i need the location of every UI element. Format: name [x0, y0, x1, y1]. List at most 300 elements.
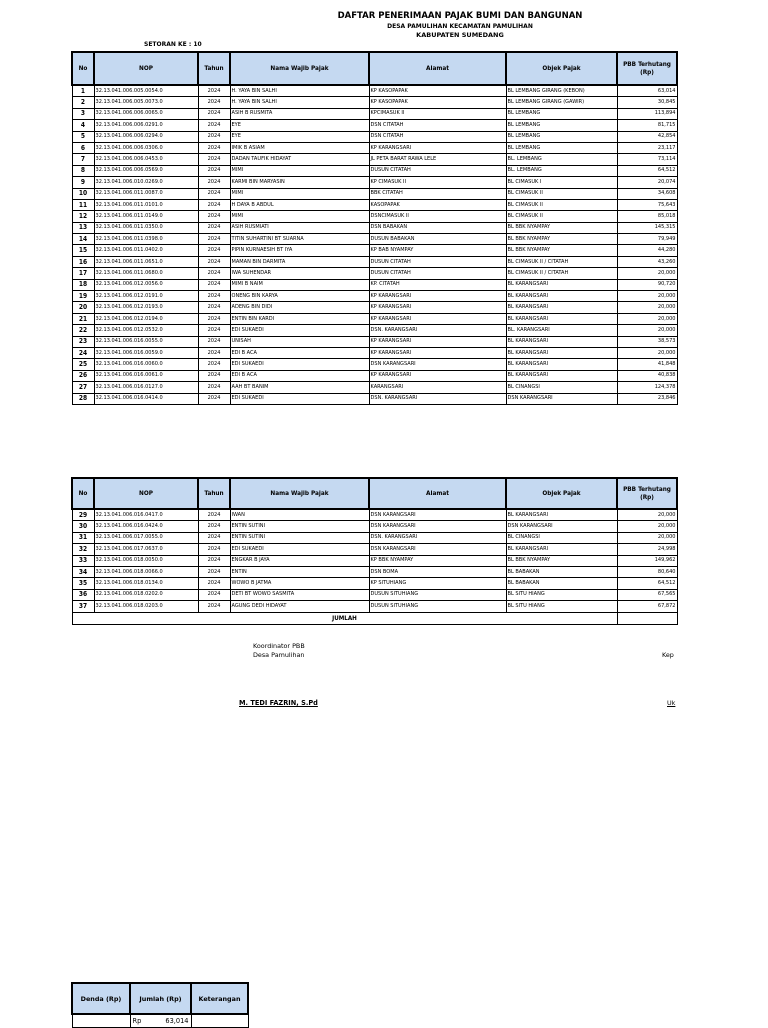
table-row: [72, 256, 677, 267]
cell-pbb: 145,315: [617, 222, 677, 233]
cell-no: 31: [72, 532, 94, 543]
cell-no: 17: [72, 268, 94, 279]
cell-nama: MIMI: [230, 165, 369, 176]
cell-no: 13: [72, 222, 94, 233]
cell-alamat: DSN. KARANGSARI: [369, 532, 506, 543]
cell-alamat: DSN CITATAH: [369, 120, 506, 131]
cell-objek: BL KARANGSARI: [506, 291, 617, 302]
setoran-label: SETORAN KE : 10: [144, 41, 202, 48]
cell-alamat: DSNCIMASUK II: [369, 211, 506, 222]
cell-no: 30: [72, 521, 94, 532]
cell-nama: ENTIN BIN KARDI: [230, 313, 369, 324]
cell-alamat: KP CIMASUK II: [369, 177, 506, 188]
cell-tahun: 2024: [198, 131, 230, 142]
cell-objek: BL LEMBANG: [506, 142, 617, 153]
cell-nama: ASIH RUSMIATI: [230, 222, 369, 233]
cell-alamat: DUSUN BABAKAN: [369, 234, 506, 245]
table-row: [72, 279, 677, 290]
cell-tahun: 2024: [198, 336, 230, 347]
table-row: [72, 154, 677, 165]
cell-nama: ENTIN: [230, 566, 369, 577]
cell-alamat: DSN KARANGSARI: [369, 509, 506, 521]
cell-nama: ASIH B RUSMITA: [230, 108, 369, 119]
cell-pbb: 24,998: [617, 544, 677, 555]
cell-nama: PIPIN KURNAESIH BT IYA: [230, 245, 369, 256]
cell-nop: 32.13.041.006.012.0056.0: [94, 279, 198, 290]
table-row: [72, 85, 677, 97]
cell-pbb: 20,074: [617, 177, 677, 188]
cell-no: 15: [72, 245, 94, 256]
cell-nop: 32.13.041.006.016.0127.0: [94, 382, 198, 393]
cell-nop: 32.13.041.006.012.0191.0: [94, 291, 198, 302]
cell-nama: ENGKAR B JAYA: [230, 555, 369, 566]
cell-nop: 32.13.041.006.006.0453.0: [94, 154, 198, 165]
cell-pbb: 20,000: [617, 521, 677, 532]
col-header-keterangan: Keterangan: [191, 983, 248, 1014]
table-body-page1: [72, 85, 677, 404]
cell-objek: BL LEMBANG: [506, 108, 617, 119]
cell-tahun: 2024: [198, 359, 230, 370]
cell-alamat: DSN KARANGSARI: [369, 544, 506, 555]
cell-nop: 32.13.041.006.006.0294.0: [94, 131, 198, 142]
cell-nama: ENTIN SUTINI: [230, 521, 369, 532]
cell-no: 9: [72, 177, 94, 188]
table-row: [72, 325, 677, 336]
cell-tahun: 2024: [198, 245, 230, 256]
table-row: [72, 313, 677, 324]
cell-nop: 32.13.041.006.005.0054.0: [94, 85, 198, 97]
table-row: [72, 566, 677, 577]
cell-alamat: KP BBK NYAMPAY: [369, 555, 506, 566]
cell-pbb: 67,565: [617, 589, 677, 600]
cell-nop: 32.13.041.006.006.0291.0: [94, 120, 198, 131]
table-row: [72, 601, 677, 612]
cell-nop: 32.13.041.006.011.0149.0: [94, 211, 198, 222]
cell-objek: BL KARANGSARI: [506, 336, 617, 347]
cell-pbb: 20,000: [617, 532, 677, 543]
table-row: [72, 188, 677, 199]
table-row: [72, 336, 677, 347]
cell-alamat: KP KASOPAPAK: [369, 97, 506, 108]
cell-objek: BL BBK NYAMPAY: [506, 234, 617, 245]
rp-symbol: Rp: [132, 1017, 142, 1025]
cell-no: 14: [72, 234, 94, 245]
cell-nop: 32.13.041.006.018.0203.0: [94, 601, 198, 612]
cell-nop: 32.13.041.006.011.0680.0: [94, 268, 198, 279]
cell-tahun: 2024: [198, 382, 230, 393]
cell-no: 18: [72, 279, 94, 290]
cell-pbb: 20,000: [617, 347, 677, 358]
cell-nop: 32.13.041.006.018.0050.0: [94, 555, 198, 566]
cell-no: 19: [72, 291, 94, 302]
kepala-label: Kep: [662, 651, 674, 659]
cell-nama: DADAN TAUFIK HIDAYAT: [230, 154, 369, 165]
table-row: [72, 544, 677, 555]
cell-nop: 32.13.041.006.012.0193.0: [94, 302, 198, 313]
cell-alamat: DUSUN CITATAH: [369, 256, 506, 267]
document-title: DAFTAR PENERIMAAN PAJAK BUMI DAN BANGUNAN: [337, 11, 583, 21]
cell-alamat: KP BAB NYAMPAY: [369, 245, 506, 256]
cell-no: 34: [72, 566, 94, 577]
cell-objek: BL CIMASUK II: [506, 188, 617, 199]
col-header-nama: Nama Wajib Pajak: [230, 478, 369, 509]
cell-objek: BL. LEMBANG: [506, 165, 617, 176]
cell-nop: 32.13.041.006.006.0569.0: [94, 165, 198, 176]
cell-tahun: 2024: [198, 234, 230, 245]
cell-nop: 32.13.041.006.005.0073.0: [94, 97, 198, 108]
table-row: [72, 359, 677, 370]
table-row: [72, 521, 677, 532]
cell-alamat: KP KARANGSARI: [369, 336, 506, 347]
cell-nop: 32.13.041.006.011.0651.0: [94, 256, 198, 267]
cell-no: 12: [72, 211, 94, 222]
cell-no: 36: [72, 589, 94, 600]
cell-tahun: 2024: [198, 256, 230, 267]
table-row: [72, 393, 677, 404]
cell-nama: AGUNG DEDI HIDAYAT: [230, 601, 369, 612]
cell-objek: BL KARANGSARI: [506, 359, 617, 370]
cell-pbb: 38,573: [617, 336, 677, 347]
cell-tahun: 2024: [198, 521, 230, 532]
koordinator-label: Koordinator PBB: [253, 642, 305, 650]
col-header-nop: NOP: [94, 478, 198, 509]
cell-nama: ONENG BIN KARYA: [230, 291, 369, 302]
col-header-pbb: PBB Terhutang (Rp): [617, 478, 677, 509]
cell-nop: 32.13.041.006.016.0055.0: [94, 336, 198, 347]
document-region: KABUPATEN SUMEDANG: [416, 31, 504, 39]
cell-objek: BL KARANGSARI: [506, 509, 617, 521]
table-row: [72, 222, 677, 233]
cell-nop: 32.13.041.006.011.0101.0: [94, 199, 198, 210]
cell-objek: DSN KARANGSARI: [506, 393, 617, 404]
cell-tahun: 2024: [198, 85, 230, 97]
cell-nop: 32.13.041.006.017.0055.0: [94, 532, 198, 543]
table-row: [72, 532, 677, 543]
table-row: [72, 1014, 248, 1028]
cell-tahun: 2024: [198, 566, 230, 577]
table-row: [72, 382, 677, 393]
cell-no: 35: [72, 578, 94, 589]
cell-nop: 32.13.041.006.010.0269.0: [94, 177, 198, 188]
cell-nama: DETI BT WOWO SASMITA: [230, 589, 369, 600]
cell-alamat: JL PETA BARAT RAWA LELE: [369, 154, 506, 165]
cell-tahun: 2024: [198, 142, 230, 153]
table-row: [72, 142, 677, 153]
cell-no: 6: [72, 142, 94, 153]
cell-tahun: 2024: [198, 302, 230, 313]
cell-nama: TITIN SUHARTINI BT SUARNA: [230, 234, 369, 245]
cell-alamat: DUSUN SITUHIANG: [369, 601, 506, 612]
col-header-alamat: Alamat: [369, 52, 506, 85]
document-subtitle: DESA PAMULIHAN KECAMATAN PAMULIHAN: [387, 23, 533, 30]
cell-alamat: KP. CITATAH: [369, 279, 506, 290]
cell-objek: BL LEMBANG GIRANG (GAWIR): [506, 97, 617, 108]
cell-nop: 32.13.041.006.016.0424.0: [94, 521, 198, 532]
cell-nama: MIMI: [230, 188, 369, 199]
cell-tahun: 2024: [198, 601, 230, 612]
table-row: [72, 165, 677, 176]
cell-objek: BL LEMBANG GIRANG (KEBON): [506, 85, 617, 97]
pbb-table-page1: [71, 51, 678, 405]
cell-objek: BL SITU HIANG: [506, 601, 617, 612]
cell-pbb: 23,846: [617, 393, 677, 404]
cell-alamat: KP SITUHIANG: [369, 578, 506, 589]
cell-nama: ENTIN SUTINI: [230, 532, 369, 543]
cell-no: 28: [72, 393, 94, 404]
cell-no: 16: [72, 256, 94, 267]
cell-objek: BL CIMASUK I: [506, 177, 617, 188]
cell-nama: WOWO B JATMA: [230, 578, 369, 589]
cell-pbb: 44,280: [617, 245, 677, 256]
cell-pbb: 64,512: [617, 165, 677, 176]
cell-alamat: DUSUN SITUHIANG: [369, 589, 506, 600]
cell-tahun: 2024: [198, 555, 230, 566]
desa-label: Desa Pamulihan: [253, 651, 305, 659]
cell-nop: 32.13.041.006.006.0065.0: [94, 108, 198, 119]
cell-no: 23: [72, 336, 94, 347]
cell-alamat: KP KARANGSARI: [369, 302, 506, 313]
jumlah-row: [72, 612, 677, 624]
denda-jumlah-table: [71, 982, 249, 1028]
col-header-alamat: Alamat: [369, 478, 506, 509]
cell-pbb: 90,720: [617, 279, 677, 290]
cell-tahun: 2024: [198, 393, 230, 404]
cell-alamat: KP KARANGSARI: [369, 313, 506, 324]
cell-no: 2: [72, 97, 94, 108]
cell-nama: MIMI B NAIM: [230, 279, 369, 290]
cell-nop: 32.13.041.006.011.0087.0: [94, 188, 198, 199]
cell-alamat: DUSUN CITATAH: [369, 268, 506, 279]
cell-pbb: 113,894: [617, 108, 677, 119]
cell-no: 5: [72, 131, 94, 142]
cell-nop: 32.13.041.006.017.0637.0: [94, 544, 198, 555]
cell-no: 25: [72, 359, 94, 370]
cell-nama: EYE: [230, 131, 369, 142]
cell-objek: DSN KARANGSARI: [506, 521, 617, 532]
table-body-page2: [72, 509, 677, 612]
cell-no: 27: [72, 382, 94, 393]
cell-tahun: 2024: [198, 165, 230, 176]
cell-no: 11: [72, 199, 94, 210]
cell-nop: 32.13.041.006.011.0402.0: [94, 245, 198, 256]
table-row: [72, 555, 677, 566]
table-row: [72, 245, 677, 256]
cell-objek: BL CINANGSI: [506, 382, 617, 393]
table-row: [72, 131, 677, 142]
cell-nop: 32.13.041.006.016.0061.0: [94, 370, 198, 381]
col-header-objek: Objek Pajak: [506, 478, 617, 509]
cell-tahun: 2024: [198, 211, 230, 222]
cell-alamat: DSN. KARANGSARI: [369, 393, 506, 404]
cell-objek: BL KARANGSARI: [506, 544, 617, 555]
cell-pbb: 124,378: [617, 382, 677, 393]
cell-nop: 32.13.041.006.018.0202.0: [94, 589, 198, 600]
cell-pbb: 73,114: [617, 154, 677, 165]
cell-nama: EDI B ACA: [230, 370, 369, 381]
cell-pbb: 85,018: [617, 211, 677, 222]
cell-no: 10: [72, 188, 94, 199]
col-header-tahun: Tahun: [198, 52, 230, 85]
cell-alamat: DSN BOMA: [369, 566, 506, 577]
table-row: [72, 291, 677, 302]
cell-nop: 32.13.041.006.016.0059.0: [94, 347, 198, 358]
cell-objek: BL CIMASUK II: [506, 199, 617, 210]
cell-alamat: KASOPAPAK: [369, 199, 506, 210]
cell-no: 32: [72, 544, 94, 555]
cell-pbb: 23,117: [617, 142, 677, 153]
cell-tahun: 2024: [198, 347, 230, 358]
cell-no: 33: [72, 555, 94, 566]
cell-tahun: 2024: [198, 97, 230, 108]
cell-pbb: 42,854: [617, 131, 677, 142]
cell-objek: BL BBK NYAMPAY: [506, 245, 617, 256]
cell-nop: 32.13.041.006.016.0060.0: [94, 359, 198, 370]
table-row: [72, 578, 677, 589]
cell-pbb: 81,715: [617, 120, 677, 131]
cell-no: 29: [72, 509, 94, 521]
table-row: [72, 120, 677, 131]
cell-objek: BL KARANGSARI: [506, 302, 617, 313]
cell-nop: 32.13.041.006.016.0417.0: [94, 509, 198, 521]
table-row: [72, 199, 677, 210]
cell-pbb: 20,000: [617, 313, 677, 324]
cell-pbb: 34,608: [617, 188, 677, 199]
col-header-jumlah: Jumlah (Rp): [130, 983, 191, 1014]
col-header-no: No: [72, 478, 94, 509]
cell-nama: IWA SUHENDAR: [230, 268, 369, 279]
cell-alamat: DSN KARANGSARI: [369, 521, 506, 532]
cell-nama: EDI SUKAEDI: [230, 359, 369, 370]
table-row: [72, 177, 677, 188]
cell-no: 26: [72, 370, 94, 381]
cell-alamat: KP KASOPAPAK: [369, 85, 506, 97]
cell-pbb: 20,000: [617, 291, 677, 302]
cell-tahun: 2024: [198, 154, 230, 165]
cell-nama: H. YAYA BIN SALHI: [230, 85, 369, 97]
table-row: [72, 370, 677, 381]
cell-objek: BL KARANGSARI: [506, 370, 617, 381]
cell-alamat: DSN KARANGSARI: [369, 359, 506, 370]
cell-nama: EDI SUKAEDI: [230, 544, 369, 555]
cell-nama: MAMAN BIN DARMITA: [230, 256, 369, 267]
cell-pbb: 75,643: [617, 199, 677, 210]
table-row: [72, 211, 677, 222]
jumlah-amount: 63,014: [165, 1017, 189, 1025]
cell-no: 22: [72, 325, 94, 336]
cell-tahun: 2024: [198, 279, 230, 290]
table-row: [72, 97, 677, 108]
cell-no: 3: [72, 108, 94, 119]
cell-objek: BL KARANGSARI: [506, 347, 617, 358]
col-header-nop: NOP: [94, 52, 198, 85]
cell-nop: 32.13.041.006.011.0350.0: [94, 222, 198, 233]
cell-objek: BL KARANGSARI: [506, 279, 617, 290]
table-row: [72, 302, 677, 313]
cell-objek: BL KARANGSARI: [506, 313, 617, 324]
cell-pbb: 80,640: [617, 566, 677, 577]
cell-pbb: 43,260: [617, 256, 677, 267]
cell-nop: 32.13.041.006.011.0398.0: [94, 234, 198, 245]
cell-no: 20: [72, 302, 94, 313]
cell-no: 24: [72, 347, 94, 358]
cell-pbb: 30,845: [617, 97, 677, 108]
cell-alamat: KPCIMASUK II: [369, 108, 506, 119]
cell-tahun: 2024: [198, 313, 230, 324]
cell-tahun: 2024: [198, 532, 230, 543]
cell-nama: EDI SUKAEDI: [230, 393, 369, 404]
cell-objek: BL BABAKAN: [506, 566, 617, 577]
cell-tahun: 2024: [198, 108, 230, 119]
cell-tahun: 2024: [198, 370, 230, 381]
cell-pbb: 20,000: [617, 268, 677, 279]
cell-tahun: 2024: [198, 268, 230, 279]
cell-pbb: 41,848: [617, 359, 677, 370]
col-header-tahun: Tahun: [198, 478, 230, 509]
cell-alamat: KP KARANGSARI: [369, 142, 506, 153]
cell-alamat: DSN CITATAH: [369, 131, 506, 142]
cell-pbb: 20,000: [617, 509, 677, 521]
jumlah-value: [617, 612, 677, 624]
cell-objek: BL LEMBANG: [506, 131, 617, 142]
cell-pbb: 67,872: [617, 601, 677, 612]
table-row: [72, 347, 677, 358]
cell-nop: 32.13.041.006.012.0194.0: [94, 313, 198, 324]
cell-nop: 32.13.041.006.016.0414.0: [94, 393, 198, 404]
cell-nama: H. YAYA BIN SALHI: [230, 97, 369, 108]
cell-nop: 32.13.041.006.018.0066.0: [94, 566, 198, 577]
cell-no: 8: [72, 165, 94, 176]
denda-cell: [72, 1014, 130, 1028]
cell-nop: 32.13.041.006.006.0306.0: [94, 142, 198, 153]
table-row: [72, 589, 677, 600]
jumlah-cell: [130, 1014, 191, 1028]
table-row: [72, 108, 677, 119]
cell-no: 7: [72, 154, 94, 165]
cell-nop: 32.13.041.006.012.0532.0: [94, 325, 198, 336]
cell-no: 21: [72, 313, 94, 324]
cell-nama: MIMI: [230, 211, 369, 222]
cell-nama: IWAN: [230, 509, 369, 521]
cell-objek: BL CIMASUK II / CITATAH: [506, 268, 617, 279]
jumlah-label: JUMLAH: [72, 612, 617, 624]
cell-pbb: 79,949: [617, 234, 677, 245]
pbb-table-page2: [71, 477, 678, 625]
cell-alamat: DSN. KARANGSARI: [369, 325, 506, 336]
cell-tahun: 2024: [198, 291, 230, 302]
cell-no: 37: [72, 601, 94, 612]
cell-pbb: 63,014: [617, 85, 677, 97]
cell-nama: EDI SUKAEDI: [230, 325, 369, 336]
table-row: [72, 509, 677, 521]
cell-objek: BL BABAKAN: [506, 578, 617, 589]
cell-nama: IMIK B ASIAM: [230, 142, 369, 153]
cell-objek: BL. KARANGSARI: [506, 325, 617, 336]
cell-objek: BL CIMASUK II / CITATAH: [506, 256, 617, 267]
cell-objek: BL LEMBANG: [506, 120, 617, 131]
table-row: [72, 268, 677, 279]
cell-objek: BL. LEMBANG: [506, 154, 617, 165]
cell-nama: UNISAH: [230, 336, 369, 347]
signer-name: M. TEDI FAZRIN, S.Pd: [239, 699, 318, 707]
col-header-no: No: [72, 52, 94, 85]
cell-alamat: DUSUN CITATAH: [369, 165, 506, 176]
cell-pbb: 149,962: [617, 555, 677, 566]
cell-pbb: 64,512: [617, 578, 677, 589]
cell-objek: BL CIMASUK II: [506, 211, 617, 222]
cell-pbb: 20,000: [617, 302, 677, 313]
cell-nop: 32.13.041.006.018.0134.0: [94, 578, 198, 589]
signer-right: Uk: [667, 699, 676, 707]
